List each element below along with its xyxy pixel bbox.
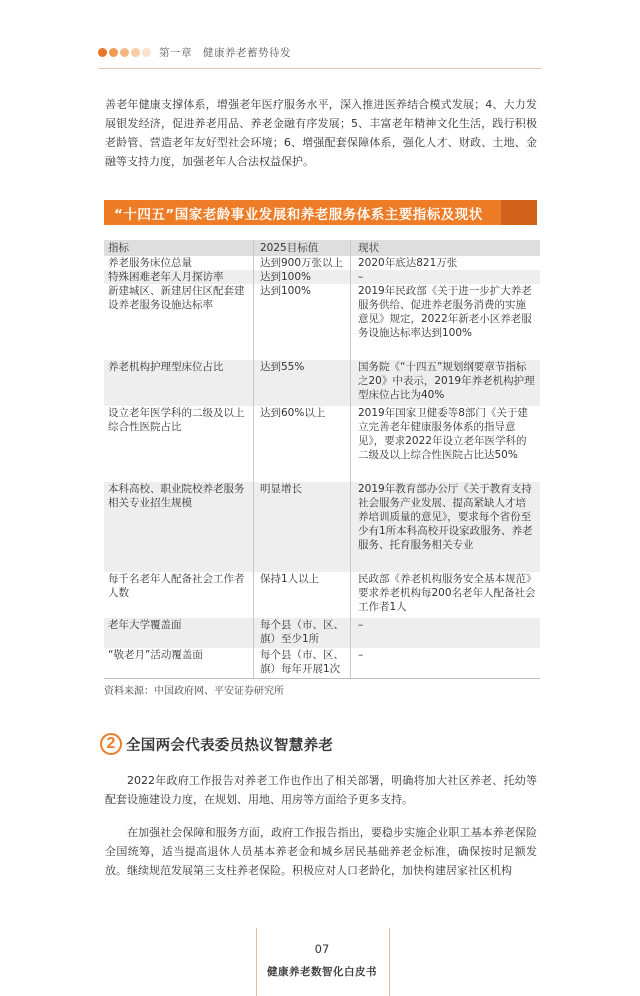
cell-target: 达到100% xyxy=(254,284,351,360)
cell-status: – xyxy=(358,649,364,661)
header-indicator: 指标 xyxy=(104,240,254,256)
header-target: 2025目标值 xyxy=(254,240,351,256)
title-bar-accent xyxy=(501,200,537,225)
header-divider xyxy=(98,68,542,69)
cell-target: 明显增长 xyxy=(254,482,351,572)
body-paragraph-1: 2022年政府工作报告对养老工作也作出了相关部署，明确将加大社区养老、托幼等配套设施建设力度，在规划、用地、用房等方面给予更多支持。 xyxy=(105,774,537,806)
body-paragraph-2: 在加强社会保障和服务方面，政府工作报告指出，要稳步实施企业职工基本养老保险全国统筹，适当提高退休人员基本养老金和城乡居民基础养老金标准，确保按时足额发放。继续规范发展第三支柱养老保险。积极应对人口老龄化，加快构建居家社区机构 xyxy=(105,826,537,877)
cell-indicator: 老年大学覆盖面 xyxy=(104,618,254,648)
cell-target: 每个县（市、区、旗）每年开展1次 xyxy=(254,648,351,678)
table-row xyxy=(104,256,540,270)
table-row xyxy=(104,270,540,284)
indicators-table xyxy=(104,240,540,678)
table-header xyxy=(104,240,540,256)
dot-5 xyxy=(142,48,151,57)
footer-book-title: 健康养老数智化白皮书 xyxy=(267,966,377,978)
cell-status: 2019年民政部《关于进一步扩大养老服务供给、促进养老服务消费的实施意见》规定，2022年新老小区养老服务设施达标率达到100% xyxy=(358,285,532,339)
cell-target: 达到60%以上 xyxy=(254,406,351,482)
table-row xyxy=(104,572,540,618)
cell-indicator: 特殊困难老年人月探访率 xyxy=(104,270,254,284)
cell-indicator: “敬老月”活动覆盖面 xyxy=(104,648,254,678)
table-row xyxy=(104,360,540,406)
table-title-bar xyxy=(104,200,537,225)
header-status: 现状 xyxy=(358,242,379,254)
dot-3 xyxy=(120,48,129,57)
cell-status: – xyxy=(358,619,364,631)
table-bottom-rule xyxy=(104,678,540,679)
cell-indicator: 本科高校、职业院校养老服务相关专业招生规模 xyxy=(104,482,254,572)
table-title: “十四五”国家老龄事业发展和养老服务体系主要指标及现状 xyxy=(114,207,483,223)
cell-indicator: 新建城区、新建居住区配套建设养老服务设施达标率 xyxy=(104,284,254,360)
table-row xyxy=(104,648,540,678)
cell-target: 每个县（市、区、旗）至少1所 xyxy=(254,618,351,648)
table-source-note: 资料来源：中国政府网、平安证券研究所 xyxy=(104,686,284,697)
cell-status: 2019年教育部办公厅《关于教育支持社会服务产业发展、提高紧缺人才培养培训质量的意见》，要求每个省份至少有1所本科高校开设家政服务、养老服务、托育服务相关专业 xyxy=(358,483,533,551)
section-title: 全国两会代表委员热议智慧养老 xyxy=(126,737,334,754)
cell-status: 民政部《养老机构服务安全基本规范》要求养老机构每200名老年人配备社会工作者1人 xyxy=(358,573,536,613)
cell-target: 保持1人以上 xyxy=(254,572,351,618)
cell-status: 2020年底达821万张 xyxy=(358,257,458,269)
cell-indicator: 设立老年医学科的二级及以上综合性医院占比 xyxy=(104,406,254,482)
table-row xyxy=(104,406,540,482)
section-number-badge: 2 xyxy=(100,733,122,755)
intro-paragraph: 善老年健康支撑体系，增强老年医疗服务水平，深入推进医养结合模式发展；4、大力发展银发经济，促进养老用品、养老金融有序发展；5、丰富老年精神文化生活，践行积极老龄管、营造老年友好型社会环境；6、增强配套保障体系，强化人才、财政、土地、金融等支持力度，加强老年人合法权益保护。 xyxy=(105,98,537,168)
page-header xyxy=(98,44,291,60)
table-row xyxy=(104,618,540,648)
table-row xyxy=(104,482,540,572)
cell-indicator: 养老服务床位总量 xyxy=(104,256,254,270)
cell-target: 达到55% xyxy=(254,360,351,406)
cell-target: 达到900万张以上 xyxy=(254,256,351,270)
table-row xyxy=(104,284,540,360)
cell-target: 达到100% xyxy=(254,270,351,284)
cell-indicator: 每千名老年人配备社会工作者人数 xyxy=(104,572,254,618)
cell-indicator: 养老机构护理型床位占比 xyxy=(104,360,254,406)
dot-1 xyxy=(98,48,107,57)
footer-box xyxy=(256,928,390,996)
section-heading xyxy=(100,733,333,755)
chapter-title: 第一章 健康养老蓄势待发 xyxy=(159,46,291,59)
cell-status: – xyxy=(358,271,364,283)
page-number: 07 xyxy=(314,942,330,956)
dot-4 xyxy=(131,48,140,57)
dot-2 xyxy=(109,48,118,57)
cell-status: 2019年国家卫健委等8部门《关于建立完善老年健康服务体系的指导意见》，要求2022年设立老年医学科的二级及以上综合性医院占比达50% xyxy=(358,407,528,461)
header-dots-decoration xyxy=(98,48,151,57)
cell-status: 国务院《“十四五”规划纲要章节指标之20》中表示，2019年养老机构护理型床位占比为40% xyxy=(358,361,535,401)
